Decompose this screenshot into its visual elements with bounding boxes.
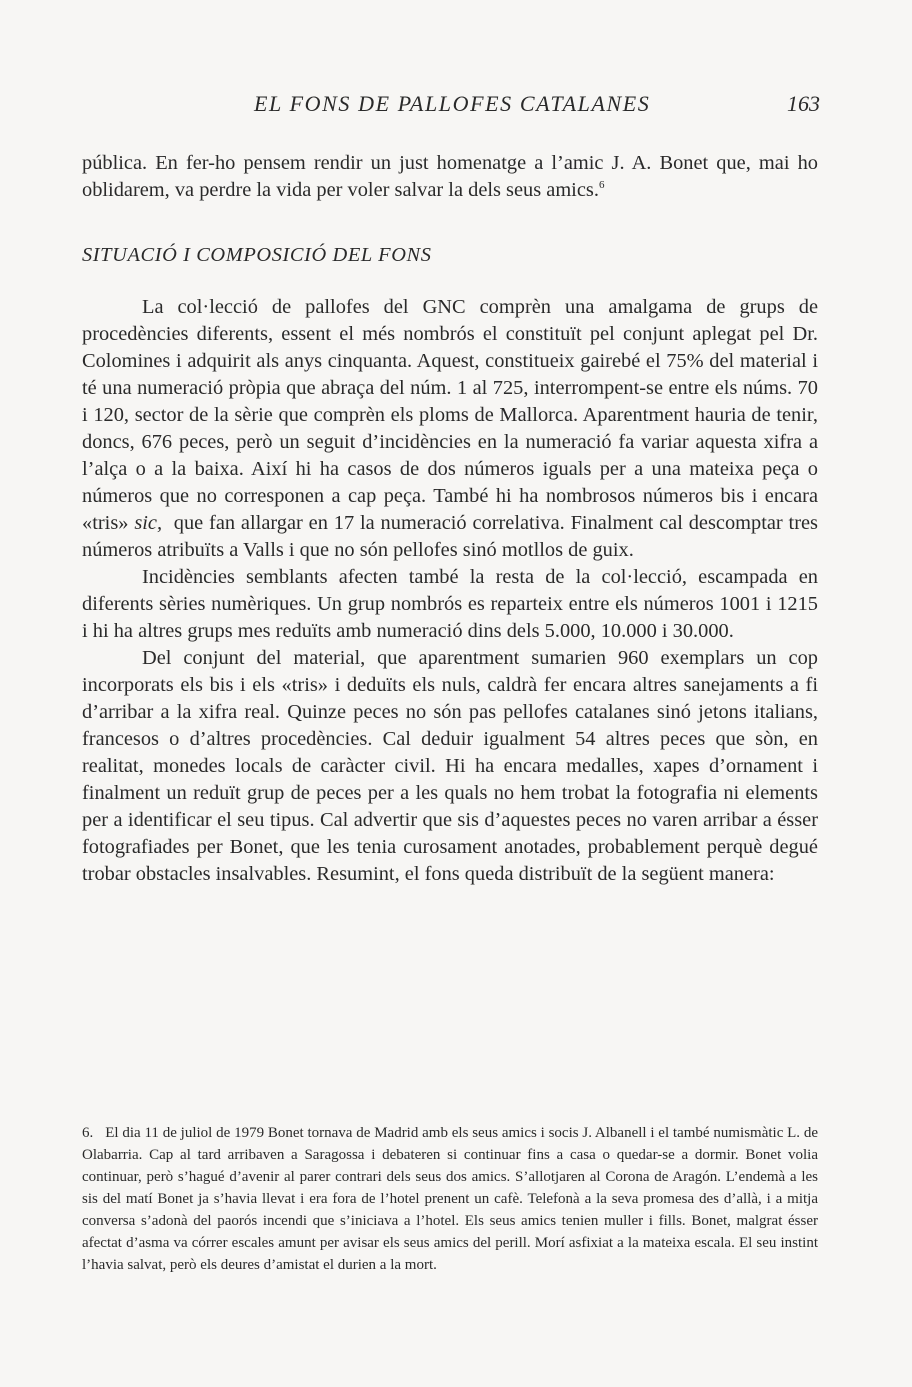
page-header [82,91,820,123]
paragraph-1 [82,150,818,204]
section-heading: SITUACIÓ I COMPOSICIÓ DEL FONS [82,244,432,266]
paragraph-2 [82,294,818,564]
footnote-reference[interactable]: 6 [598,179,605,192]
paragraph-2-text-b: que fan allargar en 17 la numeració correlativa. Finalment cal descomptar tres números atribuïts a Valls i que no són pellofes sinó motllos de guix. [82,512,818,561]
paragraph-2-text-a: La col·lecció de pallofes del GNC comprèn una amalgama de grups de procedències diferents, essent el més nombrós el constituït pel conjunt aplegat pel Dr. Colomines i adquirit als anys cinquanta. Aquest, constitueix gairebé el 75% del material i té una numeració pròpia que abraça del núm. 1 al 725, interrompent-se entre els núms. 70 i 120, sector de la sèrie que comprèn els ploms de Mallorca. Aparentment hauria de tenir, doncs, 676 peces, però un seguit d’incidències en la numeració fa variar aquesta xifra a l’alça o a la baixa. Així hi ha casos de dos números iguals per a una mateixa peça o números que no corresponen a cap peça. També hi ha nombrosos números bis i encara «tris» [82,296,818,534]
sic-annotation: sic, [134,512,163,534]
paragraph-1-text: pública. En fer-ho pensem rendir un just homenatge a l’amic J. A. Bonet que, mai ho oblidarem, va perdre la vida per voler salvar la dels seus amics. [82,152,818,201]
page-number: 163 [787,91,820,116]
running-title: EL FONS DE PALLOFES CATALANES [254,91,651,116]
paragraph-4: Del conjunt del material, que aparentment sumarien 960 exemplars un cop incorporats els bis i els «tris» i deduïts els nuls, caldrà fer encara altres sanejaments a fi d’arribar a la xifra real. Quinze peces no són pas pellofes catalanes sinó jetons italians, francesos o d’altres procedències. Cal deduir igualment 54 altres peces que sòn, en realitat, monedes locals de caràcter civil. Hi ha encara medalles, xapes d’ornament i finalment un reduït grup de peces per a les quals no hem trobat la fotografia ni elements per a identificar el seu tipus. Cal advertir que sis d’aquestes peces no varen arribar a ésser fotografiades per Bonet, que les tenia curosament anotades, probablement perquè degué trobar obstacles insalvables. Resumint, el fons queda distribuït de la següent manera: [82,647,818,885]
footnote-text: El dia 11 de juliol de 1979 Bonet tornava de Madrid amb els seus amics i socis J. Albanell i el també numismàtic L. de Olabarria. Cap al tard arribaven a Saragossa i debateren si continuar fins a casa o quedar-se a dormir. Bonet volia continuar, però s’hagué d’avenir al parer contrari dels seus dos amics. S’allotjaren al Corona de Aragón. L’endemà a les sis del matí Bonet ja s’havia llevat i era fora de l’hotel prenent un cafè. Telefonà a la seva promesa des d’allà, i a mitja conversa s’adonà del paorós incendi que s’iniciava a l’hotel. Els seus amics tenien muller i fills. Bonet, malgrat ésser afectat d’asma va córrer escales amunt per avisar els seus amics del perill. Morí asfixiat a la mateixa escala. El seu instint l’havia salvat, però els deures d’amistat el durien a la mort. [82,1125,818,1273]
main-text [82,150,818,888]
footnote [82,1122,818,1276]
footnote-number: 6. [82,1125,94,1141]
paragraph-3: Incidències semblants afecten també la resta de la col·lecció, escampada en diferents sèries numèriques. Un grup nombrós es reparteix entre els números 1001 i 1215 i hi ha altres grups mes reduïts amb numeració dins dels 5.000, 10.000 i 30.000. [82,566,818,642]
